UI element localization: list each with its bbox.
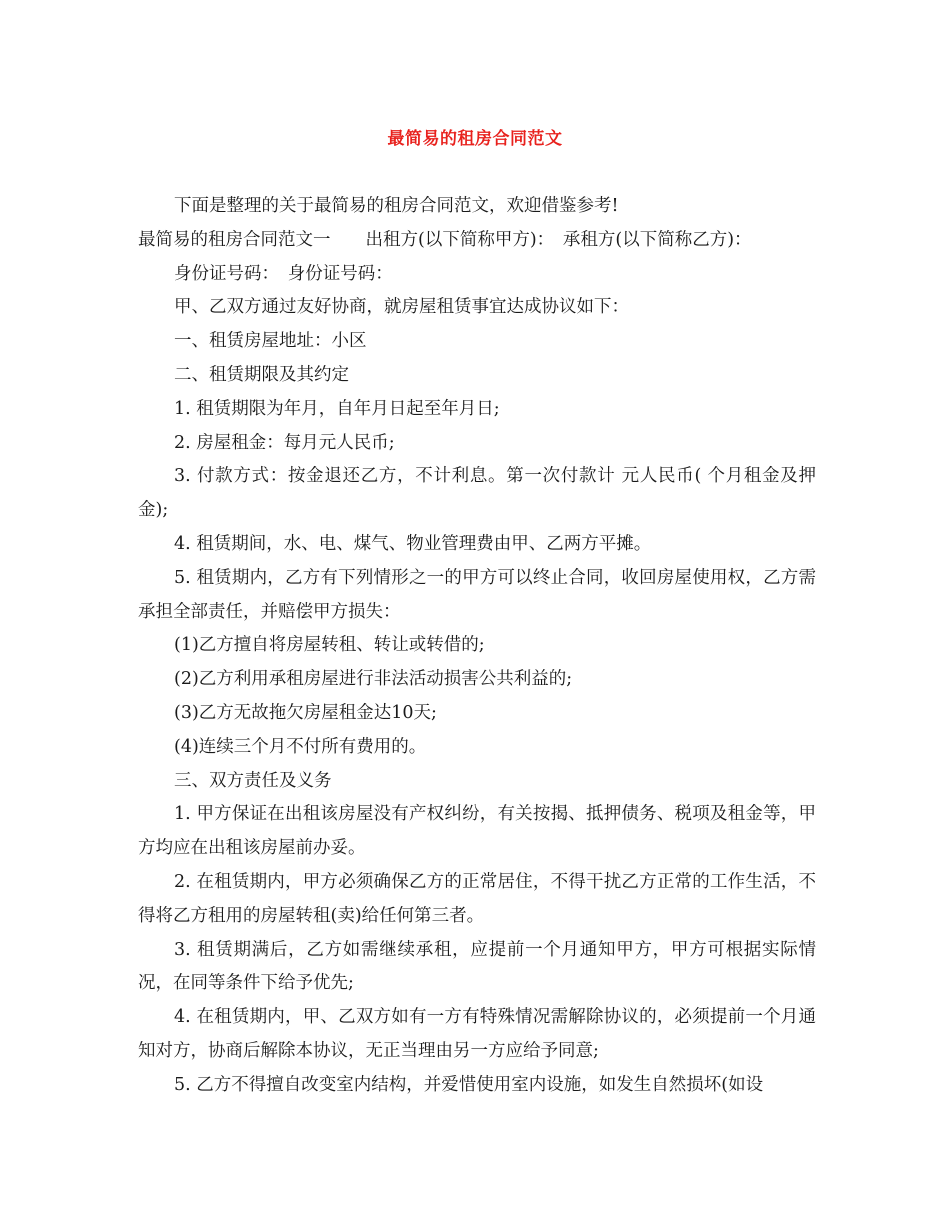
- intro-paragraph: 下面是整理的关于最简易的租房合同范文，欢迎借鉴参考!: [174, 196, 619, 216]
- id-number-line: 身份证号码： 身份证号码：: [174, 263, 393, 284]
- clause-2-4: 4. 租赁期间，水、电、煤气、物业管理费由甲、乙两方平摊。: [174, 533, 652, 554]
- clause-3-1: 1. 甲方保证在出租该房屋没有产权纠纷，有关按揭、抵押债务、税项及租金等，甲方均应在出租该房屋前办妥。: [138, 804, 816, 859]
- clause-2-2: 2. 房屋租金：每月元人民币;: [174, 432, 395, 453]
- document-title: 最简易的租房合同范文: [387, 129, 563, 149]
- clause-3-2: 2. 在租赁期内，甲方必须确保乙方的正常居住，不得干扰乙方正常的工作生活，不得将乙方租用的房屋转租(卖)给任何第三者。: [138, 871, 816, 926]
- section-heading-term: 二、租赁期限及其约定: [174, 364, 349, 385]
- sub-clause-4: (4)连续三个月不付所有费用的。: [174, 736, 427, 757]
- section-heading-address: 一、租赁房屋地址：小区: [174, 331, 367, 352]
- clause-2-3: 3. 付款方式：按金退还乙方，不计利息。第一次付款计 元人民币( 个月租金及押金);: [138, 466, 816, 521]
- agreement-preamble: 甲、乙双方通过友好协商，就房屋租赁事宜达成协议如下：: [174, 297, 629, 318]
- parties-line: 最简易的租房合同范文一 出租方(以下简称甲方)： 承租方(以下简称乙方)：: [138, 229, 752, 250]
- clause-2-1: 1. 租赁期限为年月，自年月日起至年月日;: [174, 398, 500, 419]
- sub-clause-3: (3)乙方无故拖欠房屋租金达10天;: [174, 702, 437, 723]
- clause-3-3: 3. 租赁期满后，乙方如需继续承租，应提前一个月通知甲方，甲方可根据实际情况，在同等条件下给予优先;: [138, 939, 816, 994]
- clause-3-5: 5. 乙方不得擅自改变室内结构，并爱惜使用室内设施，如发生自然损坏(如设: [174, 1074, 764, 1095]
- sub-clause-2: (2)乙方利用承租房屋进行非法活动损害公共利益的;: [174, 669, 573, 690]
- clause-2-5: 5. 租赁期内，乙方有下列情形之一的甲方可以终止合同，收回房屋使用权，乙方需承担全部责任，并赔偿甲方损失：: [138, 567, 816, 622]
- sub-clause-1: (1)乙方擅自将房屋转租、转让或转借的;: [174, 635, 485, 656]
- clause-3-4: 4. 在租赁期内，甲、乙双方如有一方有特殊情况需解除协议的，必须提前一个月通知对方，协商后解除本协议，无正当理由另一方应给予同意;: [138, 1007, 816, 1061]
- section-heading-duties: 三、双方责任及义务: [174, 770, 332, 791]
- document-body: [138, 190, 816, 1103]
